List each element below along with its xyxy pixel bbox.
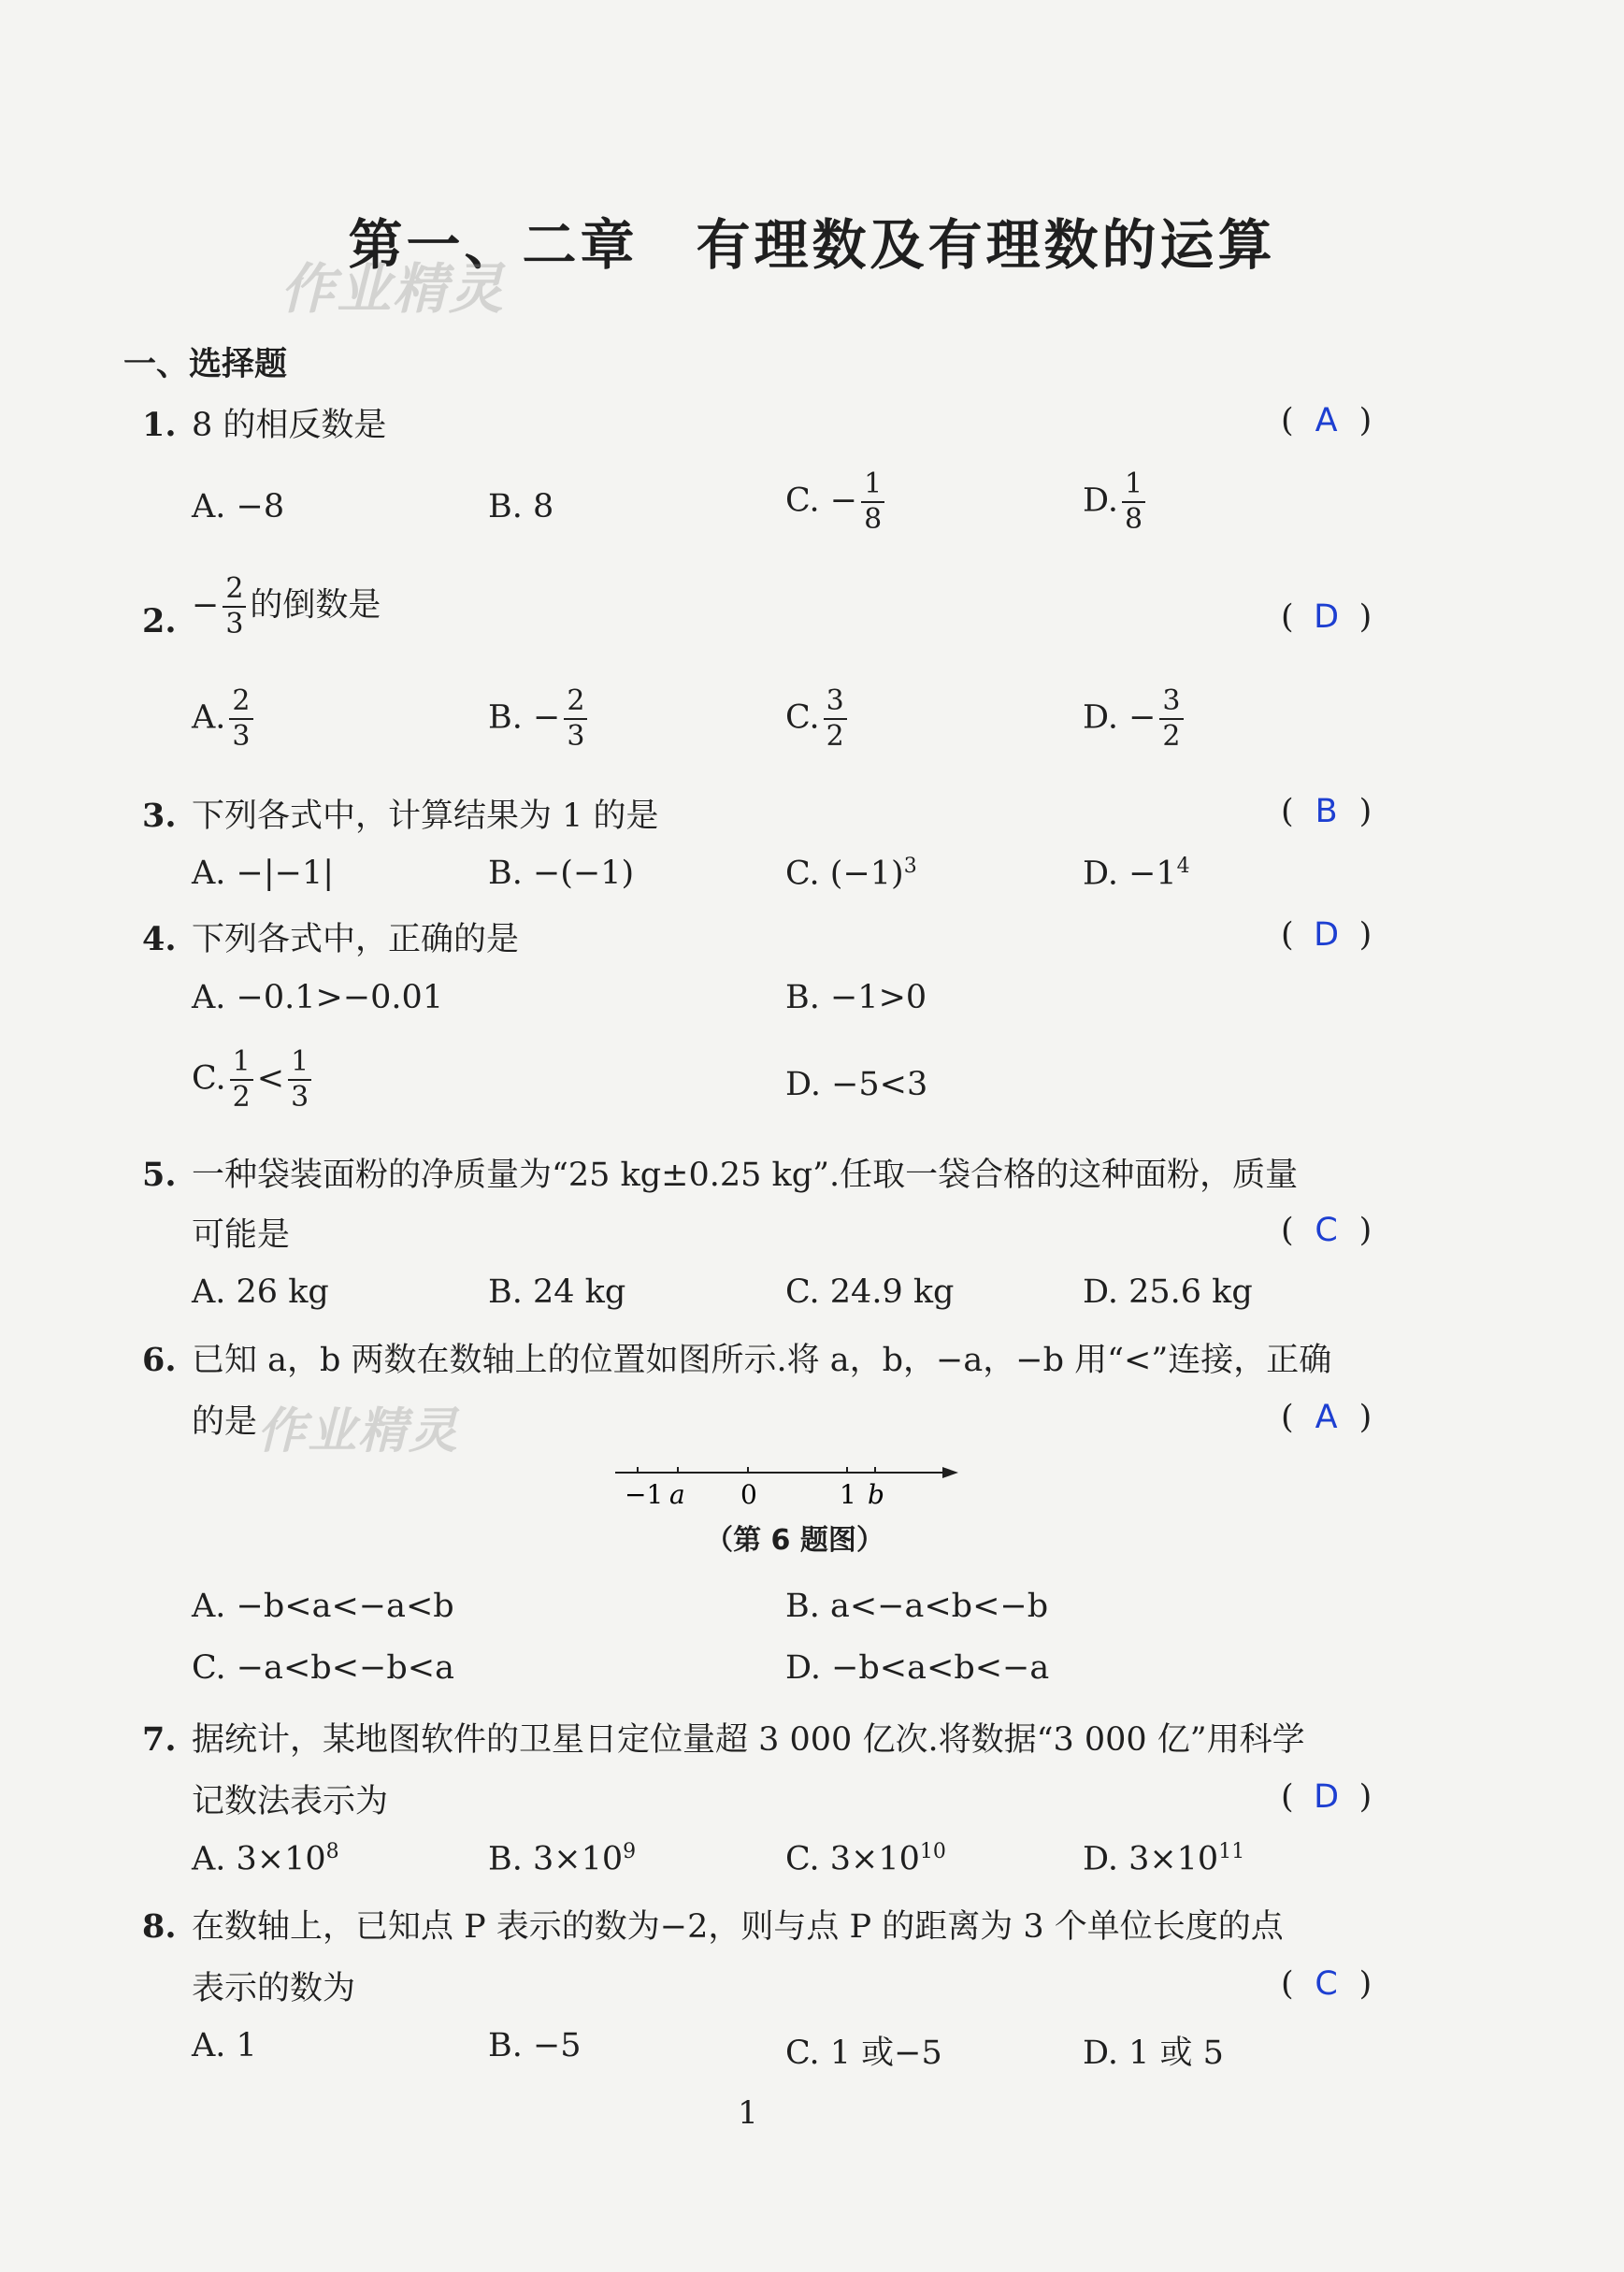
answer-7: ( D ) xyxy=(1281,1778,1372,1816)
label-zero: 0 xyxy=(740,1479,757,1510)
option-b: B. a<−a<b<−b xyxy=(785,1588,1049,1625)
figure-caption: （第 6 题图） xyxy=(705,1524,884,1557)
option-c: C. $(-1)^3$ xyxy=(785,855,917,893)
option-a: A. −b<a<−a<b xyxy=(192,1588,454,1625)
fraction: $\frac{2}{3}$ xyxy=(223,572,246,641)
label-a: a xyxy=(669,1479,685,1510)
option-b: B. −(−1) xyxy=(488,855,635,892)
question-text-line2: 表示的数为 xyxy=(192,1970,356,2007)
answer-5: ( C ) xyxy=(1281,1212,1372,1249)
answer-1: ( A ) xyxy=(1281,402,1372,439)
option-d: D. $-1^4$ xyxy=(1083,855,1190,893)
answer-value: C xyxy=(1315,1965,1338,2003)
option-b: B. − $\frac{2}{3}$ xyxy=(488,684,591,754)
question-number: 6. xyxy=(142,1341,177,1379)
option-a: A. $\frac{2}{3}$ xyxy=(192,684,257,754)
option-d: D. − $\frac{3}{2}$ xyxy=(1083,684,1187,754)
option-c: C. 24.9 kg xyxy=(785,1273,955,1311)
answer-value: D xyxy=(1314,598,1340,636)
option-b: B. −1>0 xyxy=(785,979,927,1016)
answer-value: D xyxy=(1314,1778,1340,1816)
option-b: B. 8 xyxy=(488,488,554,525)
page-title: 第一、二章 有理数及有理数的运算 xyxy=(348,213,1276,277)
question-text-line1: 据统计，某地图软件的卫星日定位量超 3 000 亿次.将数据“3 000 亿”用科学 xyxy=(192,1721,1305,1759)
question-text-line1: 已知 a，b 两数在数轴上的位置如图所示.将 a，b，−a，−b 用“<”连接，正确 xyxy=(192,1342,1332,1379)
question-text: 8 的相反数是 xyxy=(192,407,387,444)
answer-value: B xyxy=(1315,793,1338,830)
watermark-2: 作业精灵 xyxy=(257,1403,460,1460)
fraction: $\frac{1}{8}$ xyxy=(861,467,884,537)
option-b: B. $3\times 10^9$ xyxy=(488,1840,637,1878)
fraction: $\frac{1}{8}$ xyxy=(1122,467,1145,537)
option-d: D. 1 或 5 xyxy=(1083,2035,1224,2072)
option-a: A. 1 xyxy=(192,2027,257,2064)
option-b: B. −5 xyxy=(488,2027,582,2064)
question-text: 下列各式中，计算结果为 1 的是 xyxy=(192,798,659,835)
question-text: 下列各式中，正确的是 xyxy=(192,921,520,958)
watermark-1: 作业精灵 xyxy=(280,257,506,321)
question-number: 5. xyxy=(142,1156,177,1194)
answer-value: C xyxy=(1315,1212,1338,1249)
option-d: D. −5<3 xyxy=(785,1066,928,1103)
answer-6: ( A ) xyxy=(1281,1399,1372,1436)
section-heading: 一、选择题 xyxy=(123,346,288,383)
option-c: C. $\frac{3}{2}$ xyxy=(785,684,851,754)
question-number: 4. xyxy=(142,920,177,958)
answer-8: ( C ) xyxy=(1281,1965,1372,2003)
question-number: 3. xyxy=(142,797,177,835)
option-d: D. $3\times 10^{11}$ xyxy=(1083,1840,1245,1878)
question-number: 2. xyxy=(142,602,177,640)
option-d: D. $\frac{1}{8}$ xyxy=(1083,467,1149,537)
option-c: C. $3\times 10^{10}$ xyxy=(785,1840,946,1878)
answer-2: ( D ) xyxy=(1281,598,1372,636)
question-text-line2: 可能是 xyxy=(192,1216,291,1254)
option-a: A. −0.1>−0.01 xyxy=(192,979,444,1016)
option-a: A. 26 kg xyxy=(192,1273,329,1311)
option-a: A. −|−1| xyxy=(192,855,335,892)
option-a: A. $3\times 10^8$ xyxy=(192,1840,339,1878)
answer-value: A xyxy=(1315,402,1338,439)
label-one: 1 xyxy=(840,1479,856,1510)
option-d: D. 25.6 kg xyxy=(1083,1273,1253,1311)
question-number: 1. xyxy=(142,406,177,444)
page-number: 1 xyxy=(738,2094,758,2132)
label-minus-one: −1 xyxy=(625,1479,664,1510)
answer-4: ( D ) xyxy=(1281,916,1372,954)
question-text: − $\frac{2}{3}$ 的倒数是 xyxy=(192,572,381,640)
answer-value: A xyxy=(1315,1399,1338,1436)
option-d: D. −b<a<b<−a xyxy=(785,1649,1050,1687)
answer-3: ( B ) xyxy=(1281,793,1372,830)
question-text-line1: 一种袋装面粉的净质量为“25 kg±0.25 kg”.任取一袋合格的这种面粉，质量 xyxy=(192,1157,1299,1194)
option-c: C. $\frac{1}{2}$ < $\frac{1}{3}$ xyxy=(192,1045,315,1114)
question-number: 7. xyxy=(142,1720,177,1759)
number-line-arrow xyxy=(942,1467,958,1478)
option-c: C. −a<b<−b<a xyxy=(192,1649,454,1687)
label-b: b xyxy=(868,1479,884,1510)
option-c: C. 1 或−5 xyxy=(785,2035,942,2072)
question-text-line2: 记数法表示为 xyxy=(192,1783,389,1820)
number-line-figure xyxy=(598,1459,991,1524)
question-text-line2: 的是 xyxy=(192,1403,258,1441)
option-c: C. − $\frac{1}{8}$ xyxy=(785,467,888,537)
option-b: B. 24 kg xyxy=(488,1273,626,1311)
question-text-line1: 在数轴上，已知点 P 表示的数为−2，则与点 P 的距离为 3 个单位长度的点 xyxy=(192,1908,1284,1946)
option-a: A. −8 xyxy=(192,488,285,525)
question-number: 8. xyxy=(142,1907,177,1946)
answer-value: D xyxy=(1314,916,1340,954)
